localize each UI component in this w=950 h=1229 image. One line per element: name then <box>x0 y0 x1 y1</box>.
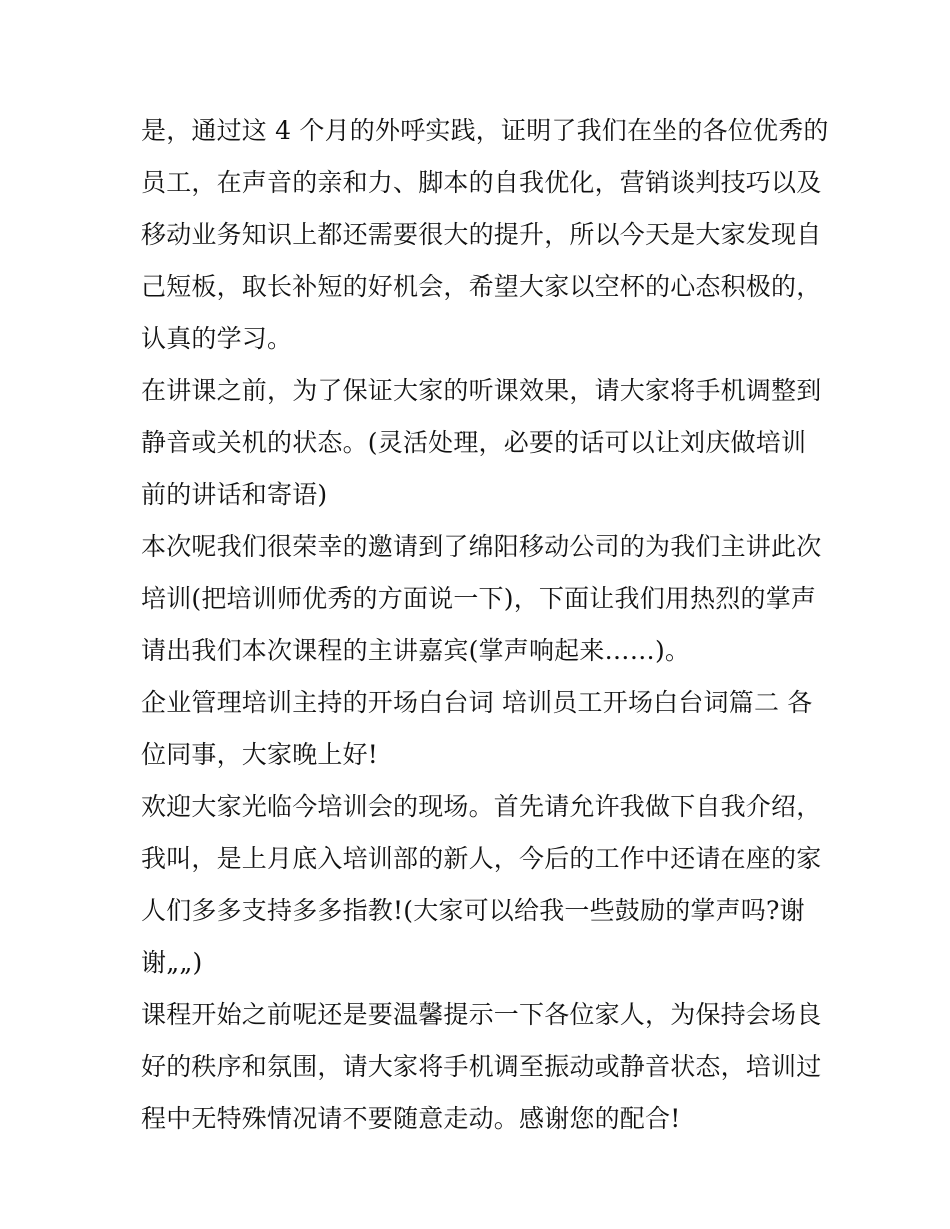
text-line: 好的秩序和氛围，请大家将手机调至振动或静音状态，培训过 <box>141 1052 822 1081</box>
text-line: 静音或关机的状态。(灵活处理，必要的话可以让刘庆做培训 <box>141 428 807 457</box>
text-line: 前的讲话和寄语) <box>141 480 328 509</box>
text-line: 欢迎大家光临今培训会的现场。首先请允许我做下自我介绍， <box>141 792 822 821</box>
text-line: 位同事，大家晚上好! <box>141 740 379 769</box>
text-line: 我叫，是上月底入培训部的新人，今后的工作中还请在座的家 <box>141 844 822 873</box>
text-line: 程中无特殊情况请不要随意走动。感谢您的配合! <box>141 1104 681 1133</box>
text-line: 认真的学习。 <box>141 324 293 353</box>
text-line: 本次呢我们很荣幸的邀请到了绵阳移动公司的为我们主讲此次 <box>141 532 822 561</box>
document-body <box>141 105 829 1145</box>
text-line: 员工，在声音的亲和力、脚本的自我优化，营销谈判技巧以及 <box>141 168 822 197</box>
text-line: 谢„„) <box>141 948 203 977</box>
text-line: 人们多多支持多多指教!(大家可以给我一些鼓励的掌声吗?谢 <box>141 896 805 925</box>
text-line: 己短板，取长补短的好机会，希望大家以空杯的心态积极的， <box>141 272 822 301</box>
text-line: 移动业务知识上都还需要很大的提升，所以今天是大家发现自 <box>141 220 822 249</box>
text-line: 培训(把培训师优秀的方面说一下)，下面让我们用热烈的掌声 <box>141 584 817 613</box>
text-line: 课程开始之前呢还是要温馨提示一下各位家人，为保持会场良 <box>141 1000 822 1029</box>
text-line: 是，通过这 4 个月的外呼实践，证明了我们在坐的各位优秀的 <box>141 116 829 145</box>
text-line: 请出我们本次课程的主讲嘉宾(掌声响起来……)。 <box>141 636 691 665</box>
text-line: 企业管理培训主持的开场白台词 培训员工开场白台词篇二 各 <box>141 688 813 717</box>
text-line: 在讲课之前，为了保证大家的听课效果，请大家将手机调整到 <box>141 376 822 405</box>
